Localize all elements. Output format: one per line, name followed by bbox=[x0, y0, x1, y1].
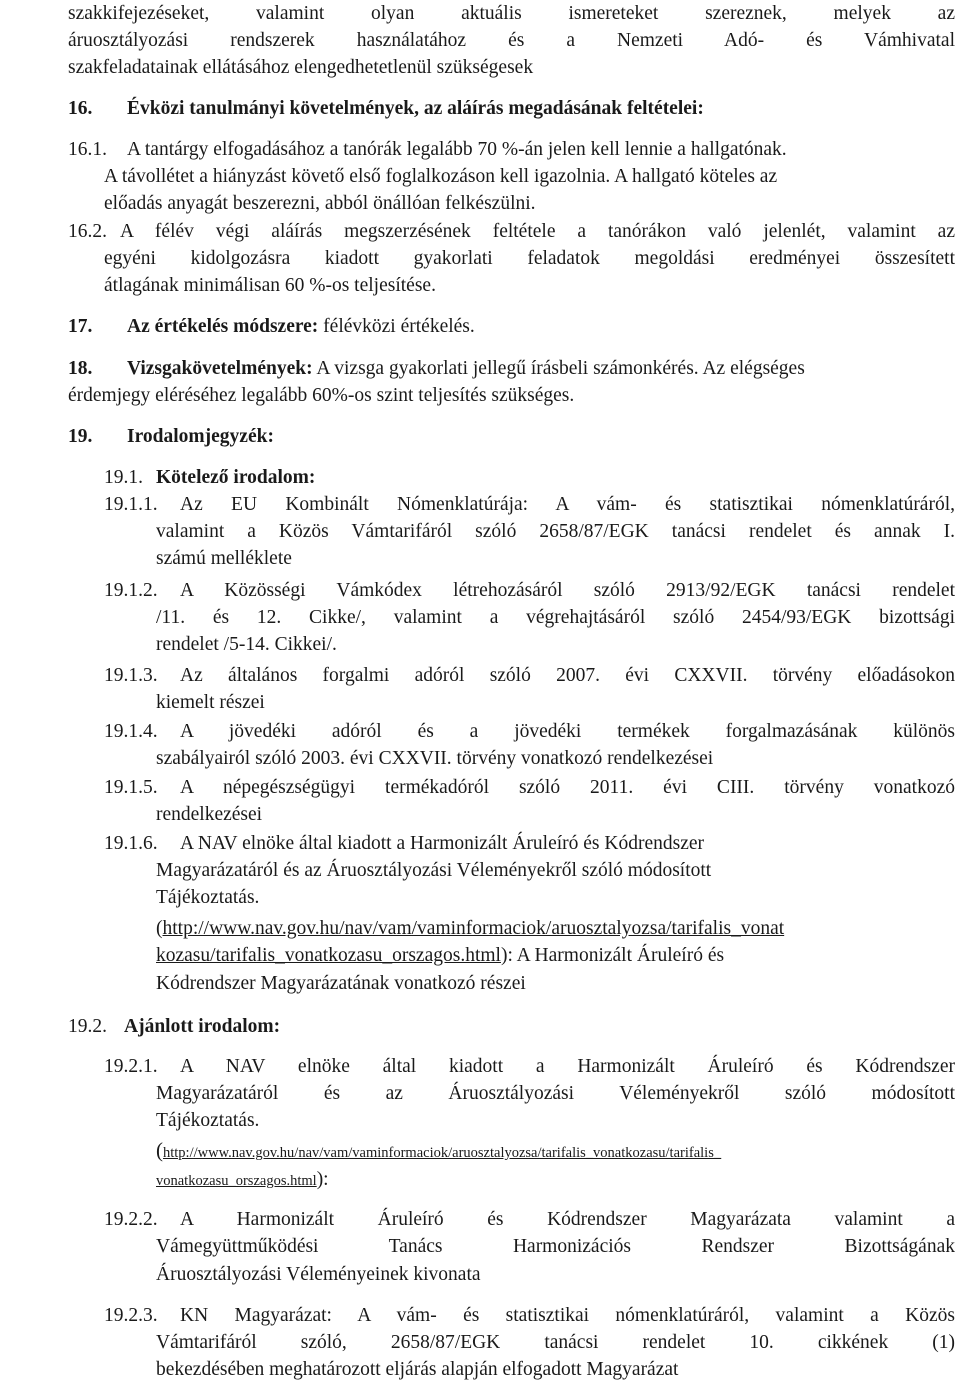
paren-open: ( bbox=[156, 918, 163, 939]
item-text: szabályairól szóló 2003. évi CXXVII. törvény vonatkozó rendelkezései bbox=[156, 748, 714, 769]
item-text: Tájékoztatás. bbox=[156, 887, 260, 908]
item-number: 19.1.6. bbox=[104, 833, 158, 854]
section-heading: Évközi tanulmányi követelmények, az aláírás megadásának feltételei: bbox=[127, 98, 704, 119]
subsection-number: 19.1. bbox=[104, 467, 143, 488]
item-text: rendelet /5-14. Cikkei/. bbox=[156, 634, 337, 655]
section-heading: Irodalomjegyzék: bbox=[127, 426, 274, 447]
item-text: Az EU Kombinált Nómenklatúrája: A vám- és statisztikai nómenklatúráról, bbox=[180, 494, 955, 515]
paragraph-number: 16.2. bbox=[68, 221, 107, 242]
intro-line: áruosztályozási rendszerek használatához és a Nemzeti Adó- és Vámhivatal bbox=[68, 30, 955, 51]
paragraph-number: 16.1. bbox=[68, 139, 107, 160]
item-text bbox=[156, 915, 784, 942]
paragraph-text: A távollétet a hiányzást követő első foglalkozáson kell igazolnia. A hallgató köteles az bbox=[104, 166, 778, 187]
item-text: valamint a Közös Vámtarifáról szóló 2658/87/EGK tanácsi rendelet és annak I. bbox=[156, 521, 955, 542]
section-text: A vizsga gyakorlati jellegű írásbeli számonkérés. Az elégséges bbox=[312, 358, 805, 379]
intro-line: szakkifejezéseket, valamint olyan aktuális ismereteket szereznek, melyek az bbox=[68, 3, 955, 24]
section-label: Az értékelés módszere: bbox=[127, 316, 319, 337]
item-text bbox=[156, 1166, 329, 1195]
item-number: 19.1.3. bbox=[104, 665, 158, 686]
item-text: A jövedéki adóról és a jövedéki termékek forgalmazásának különös bbox=[180, 721, 955, 742]
section-number: 17. bbox=[68, 316, 93, 337]
paragraph-text: A tantárgy elfogadásához a tanórák legalább 70 %-án jelen kell lennie a hallgatónak. bbox=[127, 139, 787, 160]
section-number: 19. bbox=[68, 426, 93, 447]
item-text-tail: ): A Harmonizált Áruleíró és bbox=[500, 945, 725, 966]
item-text: Vámtarifáról szóló, 2658/87/EGK tanácsi rendelet 10. cikkének (1) bbox=[156, 1332, 955, 1353]
subsection-heading: Kötelező irodalom: bbox=[156, 467, 316, 488]
item-text: Áruosztályozási Véleményeinek kivonata bbox=[156, 1264, 481, 1285]
item-text: A Közösségi Vámkódex létrehozásáról szóló 2913/92/EGK tanácsi rendelet bbox=[180, 580, 955, 601]
item-text: A NAV elnöke által kiadott a Harmonizált Áruleíró és Kódrendszer bbox=[180, 1056, 955, 1077]
paragraph-text: átlagának minimálisan 60 %-os teljesítése. bbox=[104, 275, 436, 296]
nav-tarifa-link[interactable]: http://www.nav.gov.hu/nav/vam/vaminformaciok/aruosztalyozsa/tarifalis_vonat bbox=[162, 918, 785, 939]
paragraph-text: A félév végi aláírás megszerzésének feltétele a tanórákon való jelenlét, valamint az bbox=[120, 221, 955, 242]
subsection-heading: Ajánlott irodalom: bbox=[124, 1016, 281, 1037]
item-text bbox=[156, 942, 724, 969]
item-text: /11. és 12. Cikke/, valamint a végrehajtásáról szóló 2454/93/EGK bizottsági bbox=[156, 607, 955, 628]
item-text: A népegészségügyi termékadóról szóló 2011. évi CIII. törvény vonatkozó bbox=[180, 777, 955, 798]
item-number: 19.1.2. bbox=[104, 580, 158, 601]
item-text: számú melléklete bbox=[156, 548, 292, 569]
item-text-tail: ): bbox=[316, 1169, 329, 1190]
item-text: Magyarázatáról és az Áruosztályozási Véleményekről szóló módosított bbox=[156, 860, 712, 881]
item-number: 19.1.4. bbox=[104, 721, 158, 742]
intro-line: szakfeladatainak ellátásához elengedhetetlenül szükségesek bbox=[68, 57, 534, 78]
item-text: KN Magyarázat: A vám- és statisztikai nómenklatúráról, valamint a Közös bbox=[180, 1305, 955, 1326]
paragraph-text: egyéni kidolgozásra kiadott gyakorlati feladatok megoldási eredményei összesített bbox=[104, 248, 955, 269]
item-text: bekezdésében meghatározott eljárás alapján elfogadott Magyarázat bbox=[156, 1359, 679, 1380]
section-number: 18. bbox=[68, 358, 93, 379]
paragraph-text: előadás anyagát beszerezni, abból önállóan felkészülni. bbox=[104, 193, 536, 214]
section-line bbox=[127, 313, 475, 340]
item-text: Kódrendszer Magyarázatának vonatkozó részei bbox=[156, 973, 526, 994]
paragraph-text: érdemjegy eléréséhez legalább 60%-os szint teljesítés szükséges. bbox=[68, 385, 575, 406]
subsection-number: 19.2. bbox=[68, 1016, 107, 1037]
item-number: 19.2.1. bbox=[104, 1056, 158, 1077]
item-text: A Harmonizált Áruleíró és Kódrendszer Magyarázata valamint a bbox=[180, 1209, 955, 1230]
item-number: 19.1.5. bbox=[104, 777, 158, 798]
item-text: A NAV elnöke által kiadott a Harmonizált Áruleíró és Kódrendszer bbox=[180, 833, 705, 854]
paren-open: ( bbox=[156, 1138, 163, 1162]
section-number: 16. bbox=[68, 98, 93, 119]
item-number: 19.1.1. bbox=[104, 494, 158, 515]
item-text: kiemelt részei bbox=[156, 692, 265, 713]
item-text: rendelkezései bbox=[156, 804, 263, 825]
item-text: Vámegyüttműködési Tanács Harmonizációs Rendszer Bizottságának bbox=[156, 1236, 955, 1257]
nav-tarifa-link-cont[interactable]: vonatkozasu_orszagos.html bbox=[156, 1173, 317, 1189]
item-text bbox=[156, 1137, 721, 1167]
item-text: Magyarázatáról és az Áruosztályozási Véleményekről szóló módosított bbox=[156, 1083, 955, 1104]
item-text: Az általános forgalmi adóról szóló 2007. évi CXXVII. törvény előadásokon bbox=[180, 665, 955, 686]
nav-tarifa-link-cont[interactable]: kozasu/tarifalis_vonatkozasu_orszagos.html bbox=[156, 945, 501, 966]
item-number: 19.2.3. bbox=[104, 1305, 158, 1326]
nav-tarifa-link[interactable]: http://www.nav.gov.hu/nav/vam/vaminformaciok/aruosztalyozsa/tarifalis_vonatkozasu/tarifalis_ bbox=[163, 1145, 722, 1161]
item-text: Tájékoztatás. bbox=[156, 1110, 260, 1131]
section-text: félévközi értékelés. bbox=[318, 316, 475, 337]
section-line bbox=[127, 355, 805, 382]
section-label: Vizsgakövetelmények: bbox=[127, 358, 313, 379]
item-number: 19.2.2. bbox=[104, 1209, 158, 1230]
